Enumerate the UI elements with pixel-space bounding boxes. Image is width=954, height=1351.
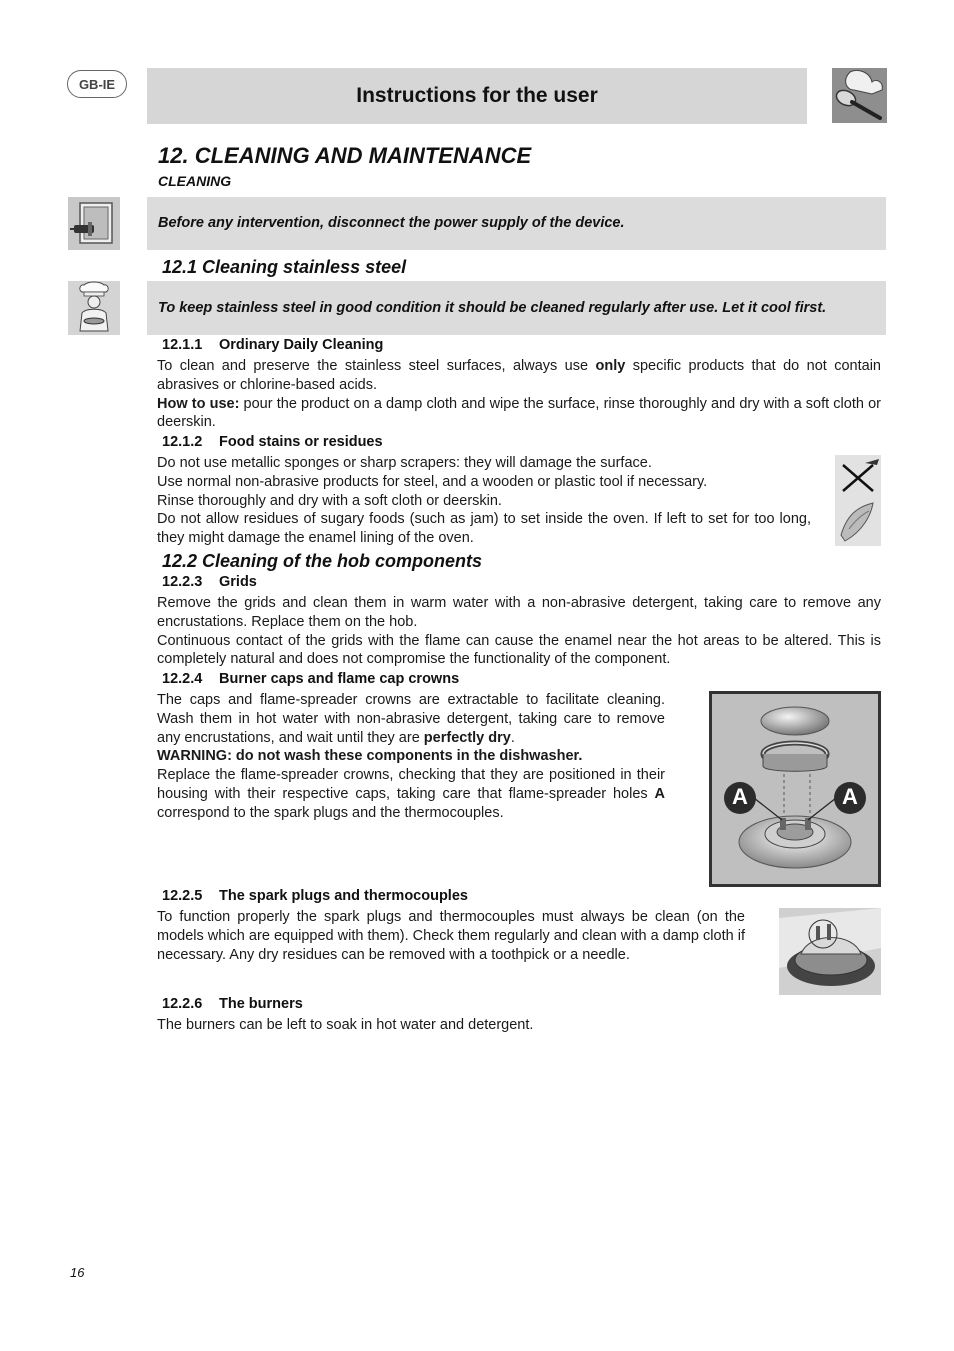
burner-assembly-figure [709, 691, 881, 887]
text-run: . [510, 729, 515, 746]
chef-icon [68, 281, 120, 335]
text-bold: perfectly dry [423, 729, 511, 746]
text-paragraph: Continuous contact of the grids with the flame can cause the enamel near the hot areas to be altered. This is completely natural and does not compromise the functionality of the component. [157, 632, 881, 668]
text-line: Use normal non-abrasive products for steel, and a wooden or plastic tool if necessary. [157, 473, 708, 490]
text-run: Replace the flame-spreader crowns, checking that they are positioned in their housing with their respective caps, taking care that flame-spreader holes [157, 767, 665, 802]
text-paragraph: Remove the grids and clean them in warm water with a non-abrasive detergent, taking care to remove any encrustations. Replace them on the hob. [157, 595, 881, 630]
daily-cleaning-text [157, 357, 881, 432]
text-bold: How to use: [157, 395, 240, 412]
heading-12-1-2 [162, 434, 383, 450]
text-bold: only [595, 358, 626, 374]
text-line: Do not use metallic sponges or sharp scrapers: they will damage the surface. [157, 455, 652, 471]
grids-text [157, 594, 881, 669]
heading-12-2-3 [162, 574, 257, 590]
heading-12-1-1 [162, 337, 383, 353]
text-line: Rinse thoroughly and dry with a soft cloth or deerskin. [157, 492, 502, 509]
language-badge: GB-IE [67, 70, 127, 98]
heading-number: 12.1.1 [162, 337, 203, 353]
section-title: 12. CLEANING AND MAINTENANCE [158, 143, 532, 168]
heading-text: Grids [219, 574, 257, 590]
food-stains-text [157, 454, 811, 548]
burner-caps-text [157, 691, 665, 823]
heading-number: 12.2.5 [162, 888, 203, 904]
text-paragraph: The burners can be left to soak in hot water and detergent. [157, 1017, 534, 1033]
heading-text: The burners [219, 996, 303, 1012]
text-run: correspond to the spark plugs and the thermocouples. [157, 804, 504, 821]
heading-number: 12.2.3 [162, 574, 203, 590]
text-run: pour the product on a damp cloth and wipe the surface, rinse thoroughly and dry with a soft cloth or deerskin. [157, 395, 881, 431]
heading-12-2-4 [162, 671, 459, 687]
oven-plug-icon [68, 197, 120, 250]
heading-number: 12.2.4 [162, 671, 203, 687]
heading-text: The spark plugs and thermocouples [219, 888, 468, 904]
heading-12-2-6 [162, 996, 303, 1012]
dishwasher-warning: WARNING: do not wash these components in the dishwasher. [157, 748, 583, 765]
heading-12-2-5 [162, 888, 468, 904]
text-run: specific products that do not contain abrasives or chlorine-based acids. [157, 358, 881, 393]
no-scraper-icon [835, 455, 881, 546]
spark-plugs-text [157, 908, 745, 964]
label-a-left: A [732, 784, 748, 809]
page-number: 16 [70, 1265, 85, 1280]
heading-12-2: 12.2 Cleaning of the hob components [162, 551, 483, 571]
page-header [147, 68, 807, 124]
label-a-right: A [842, 784, 858, 809]
power-warning-text: Before any intervention, disconnect the power supply of the device. [158, 215, 625, 231]
text-line: Do not allow residues of sugary foods (such as jam) to set inside the oven. If left to set for too long, they might damage the enamel lining of the oven. [157, 511, 811, 547]
heading-12-1: 12.1 Cleaning stainless steel [162, 257, 407, 277]
heading-number: 12.1.2 [162, 434, 203, 450]
text-run: The caps and flame-spreader crowns are extractable to facilitate cleaning. Wash them in hot water with non-abrasive detergent, taking care to remove any encrustations, and wait until they are [157, 692, 665, 746]
text-paragraph: To function properly the spark plugs and thermocouples must always be clean (on the models which are equipped with them). Check them regularly and clean with a damp cloth if necessary. Any dry residues can be removed with a toothpick or a needle. [157, 909, 745, 963]
chef-spoon-icon [832, 68, 887, 123]
burners-text [157, 1016, 881, 1035]
heading-text: Ordinary Daily Cleaning [219, 337, 384, 353]
stainless-steel-note-band [147, 281, 886, 335]
text-run: To clean and preserve the stainless steel surfaces, always use [157, 358, 596, 374]
heading-text: Burner caps and flame cap crowns [219, 671, 460, 687]
heading-number: 12.2.6 [162, 996, 203, 1012]
stainless-steel-note: To keep stainless steel in good condition it should be cleaned regularly after use. Let it cool first. [158, 299, 827, 316]
section-subtitle: CLEANING [158, 173, 232, 189]
power-warning-band [147, 197, 886, 250]
text-bold: A [654, 785, 665, 802]
spark-plug-figure [779, 908, 881, 995]
header-title: Instructions for the user [356, 84, 598, 107]
heading-text: Food stains or residues [219, 434, 383, 450]
